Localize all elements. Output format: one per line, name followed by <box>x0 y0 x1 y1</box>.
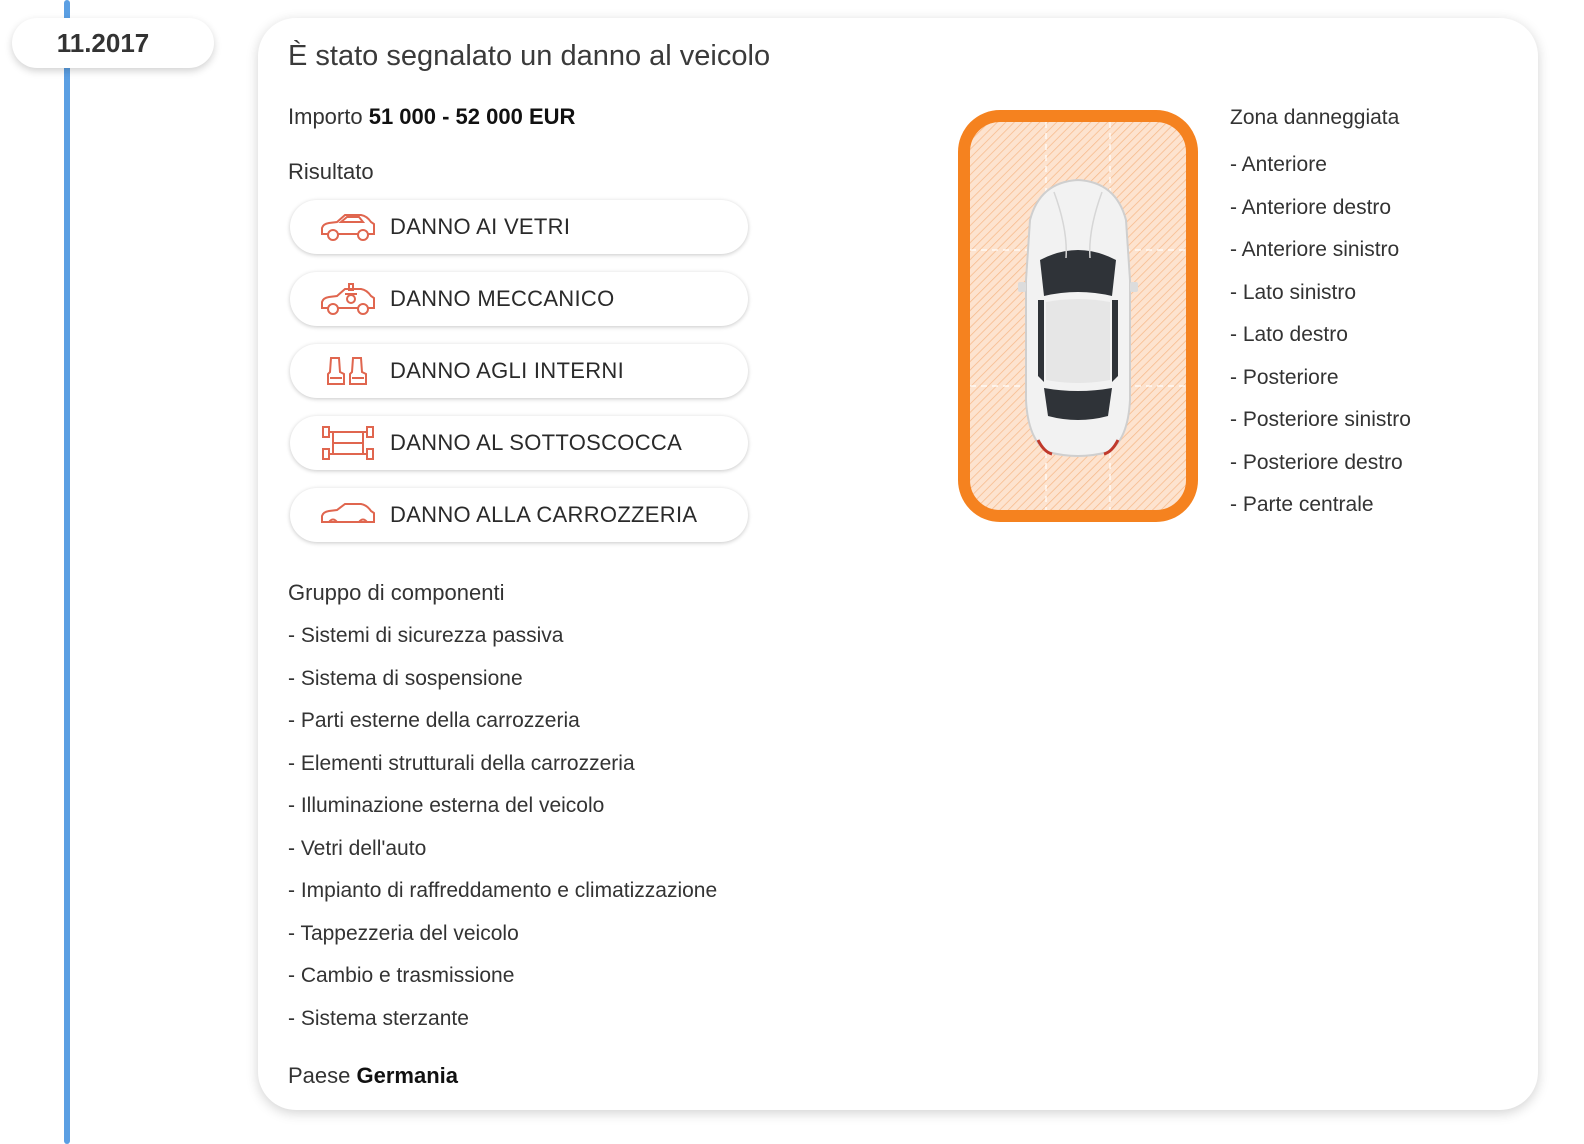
components-label: Gruppo di componenti <box>288 580 505 605</box>
result-label-text: DANNO ALLA CARROZZERIA <box>390 502 698 527</box>
list-item: - Parte centrale <box>1230 493 1374 516</box>
result-label: Risultato <box>288 159 374 184</box>
car-seats-icon <box>318 353 378 389</box>
list-item: - Vetri dell'auto <box>288 836 427 860</box>
result-label-text: DANNO AL SOTTOSCOCCA <box>390 430 683 455</box>
result-label-text: DANNO MECCANICO <box>390 286 615 311</box>
list-item: - Posteriore destro <box>1230 450 1403 474</box>
list-item: - Posteriore sinistro <box>1230 408 1411 431</box>
result-interior-damage[interactable] <box>290 344 748 398</box>
damage-zone-diagram <box>958 110 1198 522</box>
timeline-line <box>64 0 70 1144</box>
result-glass-damage[interactable] <box>290 200 748 254</box>
components-list <box>288 615 717 1040</box>
chassis-icon <box>318 425 378 461</box>
damaged-zones-list <box>1230 144 1411 527</box>
damage-event-card <box>258 18 1538 1110</box>
list-item: - Anteriore destro <box>1230 195 1392 219</box>
car-mechanical-icon <box>318 281 378 317</box>
list-item: - Sistema di sospensione <box>288 666 523 690</box>
result-bodywork-damage[interactable] <box>290 488 748 542</box>
country-label: Paese <box>288 1063 351 1088</box>
list-item: - Cambio e trasmissione <box>288 964 515 987</box>
country-value: Germania <box>356 1063 459 1088</box>
country-row <box>288 1063 458 1089</box>
list-item: - Anteriore sinistro <box>1230 238 1400 261</box>
result-label-text: DANNO AI VETRI <box>390 214 571 239</box>
amount-row <box>288 104 575 130</box>
car-top-view-icon <box>958 110 1198 522</box>
amount-value: 51 000 - 52 000 EUR <box>368 104 576 129</box>
result-label-text: DANNO AGLI INTERNI <box>390 358 624 383</box>
list-item: - Sistema sterzante <box>288 1006 469 1030</box>
damaged-zone-label: Zona danneggiata <box>1230 106 1400 129</box>
list-item: - Sistemi di sicurezza passiva <box>288 624 564 647</box>
list-item: - Illuminazione esterna del veicolo <box>288 794 605 817</box>
timeline-date: 11.2017 <box>56 27 150 58</box>
list-item: - Lato sinistro <box>1230 280 1357 304</box>
list-item: - Impianto di raffreddamento e climatizzazione <box>288 879 718 902</box>
list-item: - Anteriore <box>1230 153 1327 176</box>
result-mechanical-damage[interactable] <box>290 272 748 326</box>
list-item: - Parti esterne della carrozzeria <box>288 709 580 732</box>
list-item: - Tappezzeria del veicolo <box>288 921 519 945</box>
result-underbody-damage[interactable] <box>290 416 748 470</box>
list-item: - Elementi strutturali della carrozzeria <box>288 751 635 775</box>
event-title: È stato segnalato un danno al veicolo <box>288 40 771 72</box>
car-glass-icon <box>318 209 378 245</box>
list-item: - Posteriore <box>1230 365 1339 389</box>
list-item: - Lato destro <box>1230 323 1348 346</box>
timeline-date-badge <box>12 18 214 68</box>
car-body-icon <box>318 497 378 533</box>
amount-label: Importo <box>288 104 363 129</box>
